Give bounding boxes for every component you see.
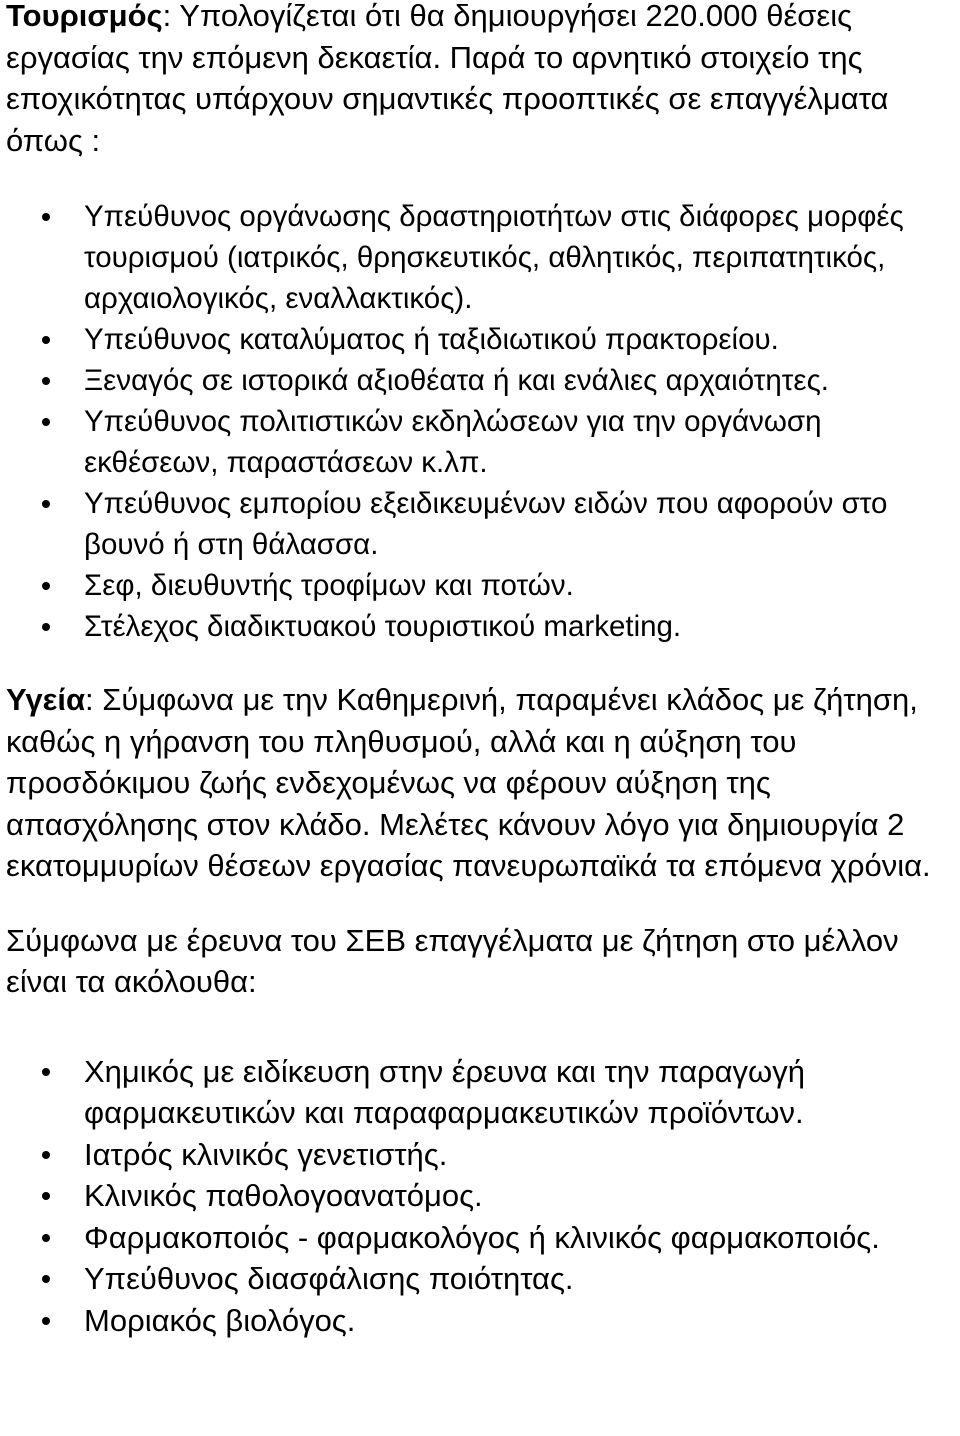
list-item-text: Σεφ, διευθυντής τροφίμων και ποτών. <box>84 569 574 602</box>
tourism-paragraph <box>6 0 956 161</box>
health-text: : Σύμφωνα με την Καθημερινή, παραμένει κλάδος με ζήτηση, καθώς η γήρανση του πληθυσμού, αλλά και η αύξηση του προσδόκιμου ζωής ενδεχομένως να φέρουν αύξηση της απασχόλησης στον κλάδο. Μελέτες κάνουν λόγο για δημιουργία 2 εκατομμυρίων θέσεων εργασίας πανευρωπαϊκά τα επόμενα χρόνια. <box>6 682 931 883</box>
list-item <box>6 196 956 319</box>
list-item <box>6 483 956 565</box>
bullet-icon <box>42 1192 50 1200</box>
list-item-text: Χημικός με ειδίκευση στην έρευνα και την παραγωγή φαρμακευτικών και παραφαρμακευτικών προϊόντων. <box>84 1053 805 1130</box>
bullet-icon <box>42 1234 50 1242</box>
list-item <box>6 565 956 606</box>
bullet-icon <box>42 1317 50 1325</box>
list-item <box>6 1300 956 1342</box>
list-item <box>6 401 956 483</box>
list-item-text: Υπεύθυνος πολιτιστικών εκδηλώσεων για την οργάνωση εκθέσεων, παραστάσεων κ.λπ. <box>84 405 822 479</box>
list-item <box>6 360 956 401</box>
list-item-text: Υπεύθυνος οργάνωσης δραστηριοτήτων στις διάφορες μορφές τουρισμού (ιατρικός, θρησκευτικός, αθλητικός, περιπατητικός, αρχαιολογικός, εναλλακτικός). <box>84 200 904 315</box>
list-item-text: Ιατρός κλινικός γενετιστής. <box>84 1136 448 1172</box>
list-item-text: Υπεύθυνος διασφάλισης ποιότητας. <box>84 1261 574 1296</box>
list-item <box>6 1217 956 1259</box>
bullet-icon <box>42 623 50 631</box>
health-heading: Υγεία <box>6 682 86 717</box>
tourism-job-list <box>6 196 956 647</box>
bullet-icon <box>42 582 50 590</box>
bullet-icon <box>42 377 50 385</box>
bullet-icon <box>42 418 50 426</box>
list-item <box>6 1258 956 1300</box>
bullet-icon <box>42 1068 50 1076</box>
list-item <box>6 1051 956 1134</box>
sev-paragraph: Σύμφωνα με έρευνα του ΣΕΒ επαγγέλματα με ζήτηση στο μέλλον είναι τα ακόλουθα: <box>6 922 899 999</box>
list-item <box>6 1134 956 1176</box>
bullet-icon <box>42 213 50 221</box>
list-item <box>6 606 956 647</box>
list-item-text: Ξεναγός σε ιστορικά αξιοθέατα ή και ενάλιες αρχαιότητες. <box>84 364 829 397</box>
list-item-text: Υπεύθυνος καταλύματος ή ταξιδιωτικού πρακτορείου. <box>84 323 779 356</box>
list-item <box>6 1175 956 1217</box>
bullet-icon <box>42 1151 50 1159</box>
health-paragraph <box>6 679 956 887</box>
list-item-text: Υπεύθυνος εμπορίου εξειδικευμένων ειδών που αφορούν στο βουνό ή στη θάλασσα. <box>84 487 888 561</box>
list-item-text: Μοριακός βιολόγος. <box>84 1302 356 1338</box>
bullet-icon <box>42 500 50 508</box>
list-item <box>6 319 956 360</box>
tourism-heading: Τουρισμός <box>6 0 163 33</box>
list-item-text: Φαρμακοποιός - φαρμακολόγος ή κλινικός φαρμακοποιός. <box>84 1219 880 1255</box>
sev-job-list <box>6 1051 956 1342</box>
tourism-intro-text: : Υπολογίζεται ότι θα δημιουργήσει 220.000 θέσεις εργασίας την επόμενη δεκαετία. Παρά το αρνητικό στοιχείο της εποχικότητας υπάρχουν σημαντικές προοπτικές σε επαγγέλματα όπως : <box>6 0 889 158</box>
bullet-icon <box>42 1275 50 1283</box>
list-item-text: Στέλεχος διαδικτυακού τουριστικού marketing. <box>84 610 682 643</box>
bullet-icon <box>42 336 50 344</box>
list-item-text: Κλινικός παθολογοανατόμος. <box>84 1178 483 1213</box>
